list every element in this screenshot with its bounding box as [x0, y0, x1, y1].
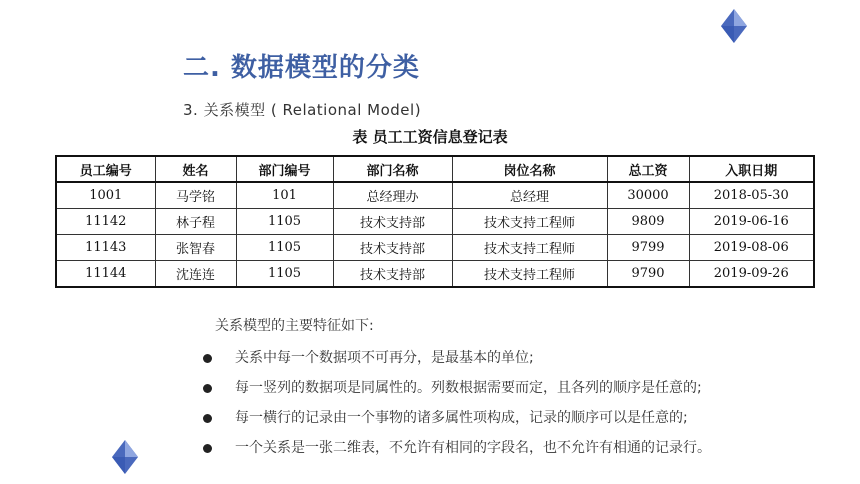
- list-item: [198, 344, 711, 374]
- table-cell: 2019-08-06: [689, 235, 814, 261]
- table-cell: 2018-05-30: [689, 182, 814, 209]
- list-item-text: 每一横行的记录由一个事物的诸多属性项构成，记录的顺序可以是任意的;: [235, 410, 688, 426]
- list-item: [198, 434, 711, 464]
- table-cell: 技术支持工程师: [452, 209, 607, 235]
- table-cell: 11143: [56, 235, 155, 261]
- list-item-text: 每一竖列的数据项是同属性的。列数根据需要而定，且各列的顺序是任意的;: [235, 380, 702, 396]
- table-cell: 2019-06-16: [689, 209, 814, 235]
- slide-title: 二. 数据模型的分类: [183, 53, 420, 83]
- list-item-text: 一个关系是一张二维表，不允许有相同的字段名，也不允许有相通的记录行。: [235, 440, 711, 456]
- table-cell: 技术支持工程师: [452, 235, 607, 261]
- bullet-icon: [203, 384, 212, 393]
- bullet-icon: [203, 354, 212, 363]
- table-row: [56, 261, 814, 288]
- features-heading: 关系模型的主要特征如下:: [215, 318, 374, 334]
- table-cell: 1001: [56, 182, 155, 209]
- table-cell: 技术支持部: [333, 261, 452, 288]
- table-cell: 11144: [56, 261, 155, 288]
- table-cell: 101: [236, 182, 333, 209]
- table-cell: 沈连连: [155, 261, 236, 288]
- list-item: [198, 404, 711, 434]
- column-header: 部门编号: [236, 156, 333, 182]
- table-cell: 技术支持部: [333, 209, 452, 235]
- features-list: [198, 344, 711, 464]
- column-header: 岗位名称: [452, 156, 607, 182]
- table-cell: 9790: [607, 261, 689, 288]
- table-header-row: [56, 156, 814, 182]
- table-cell: 张智春: [155, 235, 236, 261]
- table-cell: 总经理办: [333, 182, 452, 209]
- table-row: [56, 182, 814, 209]
- diamond-decoration-top-icon: [721, 9, 747, 43]
- column-header: 员工编号: [56, 156, 155, 182]
- column-header: 姓名: [155, 156, 236, 182]
- table-cell: 30000: [607, 182, 689, 209]
- table-cell: 9809: [607, 209, 689, 235]
- table-cell: 1105: [236, 235, 333, 261]
- list-item-text: 关系中每一个数据项不可再分，是最基本的单位;: [235, 350, 534, 366]
- table-cell: 9799: [607, 235, 689, 261]
- table-cell: 林子程: [155, 209, 236, 235]
- list-item: [198, 374, 711, 404]
- table-cell: 2019-09-26: [689, 261, 814, 288]
- column-header: 入职日期: [689, 156, 814, 182]
- section-subtitle: 3. 关系模型 ( Relational Model): [183, 101, 422, 119]
- column-header: 总工资: [607, 156, 689, 182]
- bullet-icon: [203, 444, 212, 453]
- table-row: [56, 235, 814, 261]
- employee-salary-table: [55, 155, 815, 288]
- table-cell: 技术支持部: [333, 235, 452, 261]
- table-cell: 马学铭: [155, 182, 236, 209]
- table-cell: 11142: [56, 209, 155, 235]
- table-cell: 总经理: [452, 182, 607, 209]
- diamond-decoration-bottom-icon: [112, 440, 138, 474]
- table-caption: 表 员工工资信息登记表: [352, 128, 508, 146]
- table-row: [56, 209, 814, 235]
- table-cell: 1105: [236, 261, 333, 288]
- table-cell: 1105: [236, 209, 333, 235]
- bullet-icon: [203, 414, 212, 423]
- table-cell: 技术支持工程师: [452, 261, 607, 288]
- column-header: 部门名称: [333, 156, 452, 182]
